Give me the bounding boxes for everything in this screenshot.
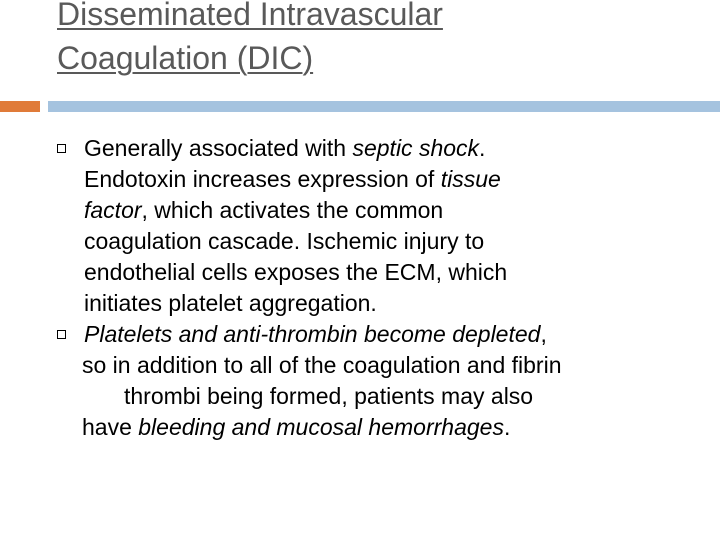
title-line-1: Disseminated Intravascular [57, 0, 443, 32]
text-line: factor, which activates the common [84, 197, 444, 223]
accent-bar [0, 101, 40, 112]
slide-title [57, 0, 677, 80]
text-line: Platelets and anti-thrombin become depleted, [84, 321, 547, 347]
text-line: so in addition to all of the coagulation and fibrin [82, 352, 562, 378]
square-bullet-icon [57, 330, 66, 339]
bullet-list [57, 133, 707, 443]
text-line: have bleeding and mucosal hemorrhages. [82, 414, 511, 440]
text-line: initiates platelet aggregation. [84, 290, 377, 316]
title-rule-bar [48, 101, 720, 112]
text-line: coagulation cascade. Ischemic injury to [84, 228, 485, 254]
title-line-2: Coagulation (DIC) [57, 40, 314, 76]
bullet-item [57, 133, 707, 319]
text-line: thrombi being formed, patients may also [124, 383, 534, 409]
text-line: endothelial cells exposes the ECM, which [84, 259, 508, 285]
bullet-item [57, 319, 707, 443]
text-line: Generally associated with septic shock. [84, 135, 486, 161]
text-line: Endotoxin increases expression of tissue [84, 166, 501, 192]
square-bullet-icon [57, 144, 66, 153]
